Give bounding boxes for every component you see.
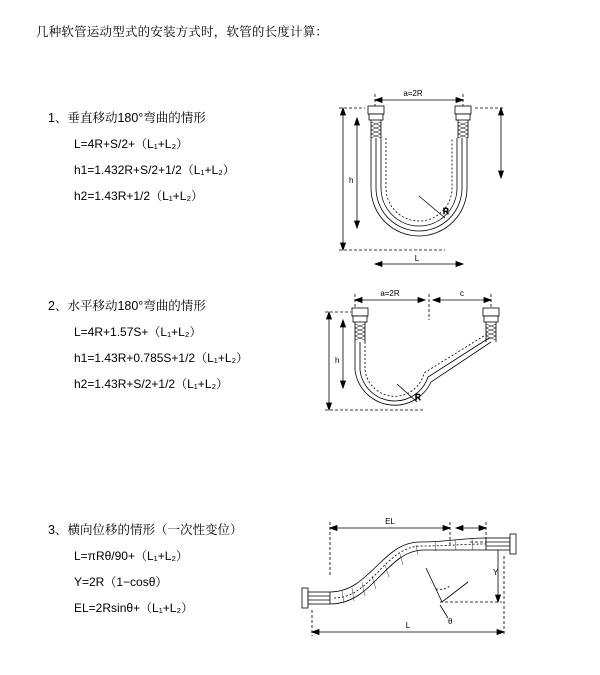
section-3-formula-1: L=πRθ/90+（L₁+L₂） xyxy=(74,549,189,563)
section-1-text xyxy=(48,108,308,204)
section-2-formula-2: h1=1.43R+0.785S+1/2（L₁+L₂） xyxy=(74,351,249,365)
section-1-formula-2: h1=1.432R+S/2+1/2（L₁+L₂） xyxy=(74,163,235,177)
fig2-top-dim2-label: c xyxy=(460,289,464,298)
section-3-formula-3: EL=2Rsinθ+（L₁+L₂） xyxy=(74,601,194,615)
section-1-heading: 1、垂直移动180°弯曲的情形 xyxy=(48,111,206,125)
section-3-text xyxy=(48,520,308,616)
section-2-text xyxy=(48,296,308,392)
svg-text:R: R xyxy=(415,393,421,402)
fig2-top-dim-label: a=2R xyxy=(380,289,400,298)
section-1-formula-3: h2=1.43R+1/2（L₁+L₂） xyxy=(74,189,204,203)
svg-text:R: R xyxy=(443,207,449,216)
fig1-top-dim-label: a=2R xyxy=(403,89,423,98)
section-2-formula-3: h2=1.43R+S/2+1/2（L₁+L₂） xyxy=(74,377,229,391)
fig3-top-dim-label: EL xyxy=(385,517,395,526)
fig1-side-label: h xyxy=(349,176,354,185)
section-1-formula-1: L=4R+S/2+（L₁+L₂） xyxy=(74,137,189,151)
horizontal-180-bend-diagram xyxy=(305,278,525,458)
fig3-angle-label: θ xyxy=(448,617,453,626)
fig2-side-label: h xyxy=(335,356,340,365)
fig1-bottom-label: L xyxy=(414,254,420,263)
lateral-offset-diagram xyxy=(290,510,520,650)
vertical-180-bend-diagram xyxy=(305,78,525,283)
section-2-formula-1: L=4R+1.57S+（L₁+L₂） xyxy=(74,325,202,339)
section-3-heading: 3、横向位移的情形（一次性变位） xyxy=(48,523,243,537)
section-2-heading: 2、水平移动180°弯曲的情形 xyxy=(48,299,206,313)
intro-text: 几种软管运动型式的安装方式时，软管的长度计算： xyxy=(36,25,329,39)
section-3-formula-2: Y=2R（1−cosθ） xyxy=(74,575,168,589)
fig3-side-label: Y xyxy=(493,568,499,577)
fig3-bottom-label: L xyxy=(405,621,411,630)
